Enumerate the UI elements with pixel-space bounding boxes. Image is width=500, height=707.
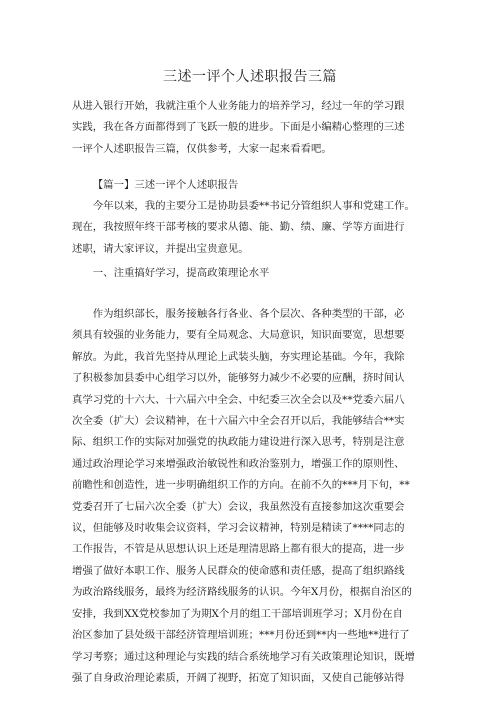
- paragraph-2: [72, 304, 444, 689]
- text-line: 一评个人述职报告三篇，仅供参考，大家一起来看看吧。: [72, 142, 332, 155]
- text-line: 述职，请大家评议，并提出宝贵意见。: [72, 242, 249, 255]
- text-line: 了积极参加县委中心组学习以外，能够努力减少不必要的应酬，挤时间认: [72, 372, 405, 385]
- text-line: 通过政治理论学习来增强政治敏锐性和政治鉴别力，增强工作的原则性、: [72, 457, 405, 470]
- text-line: 真学习党的十六大、十六届六中全会、中纪委三次全会以及**党委六届八: [72, 393, 405, 406]
- text-line: 际、组织工作的实际对加强党的执政能力建设进行深入思考，特别是注意: [72, 436, 405, 449]
- heading-1-block: [72, 263, 444, 284]
- text-line: 前瞻性和创造性，进一步明确组织工作的方向。在前不久的***月下旬，**: [72, 479, 410, 492]
- text-line: 实践，我在各方面都得到了飞跃一般的进步。下面是小编精心整理的三述: [72, 121, 405, 134]
- text-line: 作为组织部长，服务接触各行各业、各个层次、各种类型的干部，必: [92, 308, 405, 320]
- heading-1: 一、注重搞好学习，提高政策理论水平: [92, 267, 270, 279]
- text-line: 今年以来，我的主要分工是协助县委**书记分管组织人事和党建工作。: [92, 200, 415, 212]
- text-line: 工作报告，不管是从思想认识上还是理清思路上都有很大的提高，进一步: [72, 543, 405, 556]
- text-line: 议，但能够及时收集会议资料，学习会议精神，特别是精读了****同志的: [72, 522, 405, 535]
- text-line: 须具有较强的业务能力，要有全局观念、大局意识，知识面要宽，思想要: [72, 329, 405, 342]
- text-line: 现在，我按照年终干部考核的要求从德、能、勤、绩、廉、学等方面进行: [72, 221, 405, 234]
- text-line: 增强了做好本职工作、服务人民群众的使命感和责任感，提高了组织路线: [72, 564, 405, 577]
- text-line: 解放。为此，我首先坚持从理论上武装头脑，夯实理论基础。今年，我除: [72, 350, 405, 363]
- text-line: 次全委（扩大）会议精神，在十六届六中全会召开以后，我能够结合**实: [72, 415, 405, 428]
- text-line: 为政治路线服务，最终为经济路线服务的认识。今年X月份，根据自治区的: [72, 586, 412, 599]
- text-line: 安排，我到XX党校参加了为期X个月的组工干部培训班学习；X月份在自: [72, 607, 403, 620]
- text-line: 从进入银行开始，我就注重个人业务能力的培养学习，经过一年的学习跟: [72, 100, 405, 112]
- text-line: 治区参加了县处级干部经济管理培训班；***月份还到**内一些地**进行了: [72, 629, 410, 642]
- paragraph-1: [72, 196, 444, 260]
- text-line: 强了自身政治理论素质，开阔了视野，拓宽了知识面，又使自己能够站得: [72, 671, 405, 684]
- document-title: 三述一评个人述职报告三篇: [163, 69, 337, 85]
- intro-paragraph: [72, 96, 444, 160]
- section-heading-block: [72, 175, 444, 196]
- text-line: 党委召开了七届六次全委（扩大）会议，我虽然没有直接参加这次重要会: [72, 500, 405, 513]
- section-heading: 【篇一】三述一评个人述职报告: [92, 179, 239, 191]
- text-line: 学习考察；通过这种理论与实践的结合系统地学习有关政策理论知识，既增: [72, 650, 415, 663]
